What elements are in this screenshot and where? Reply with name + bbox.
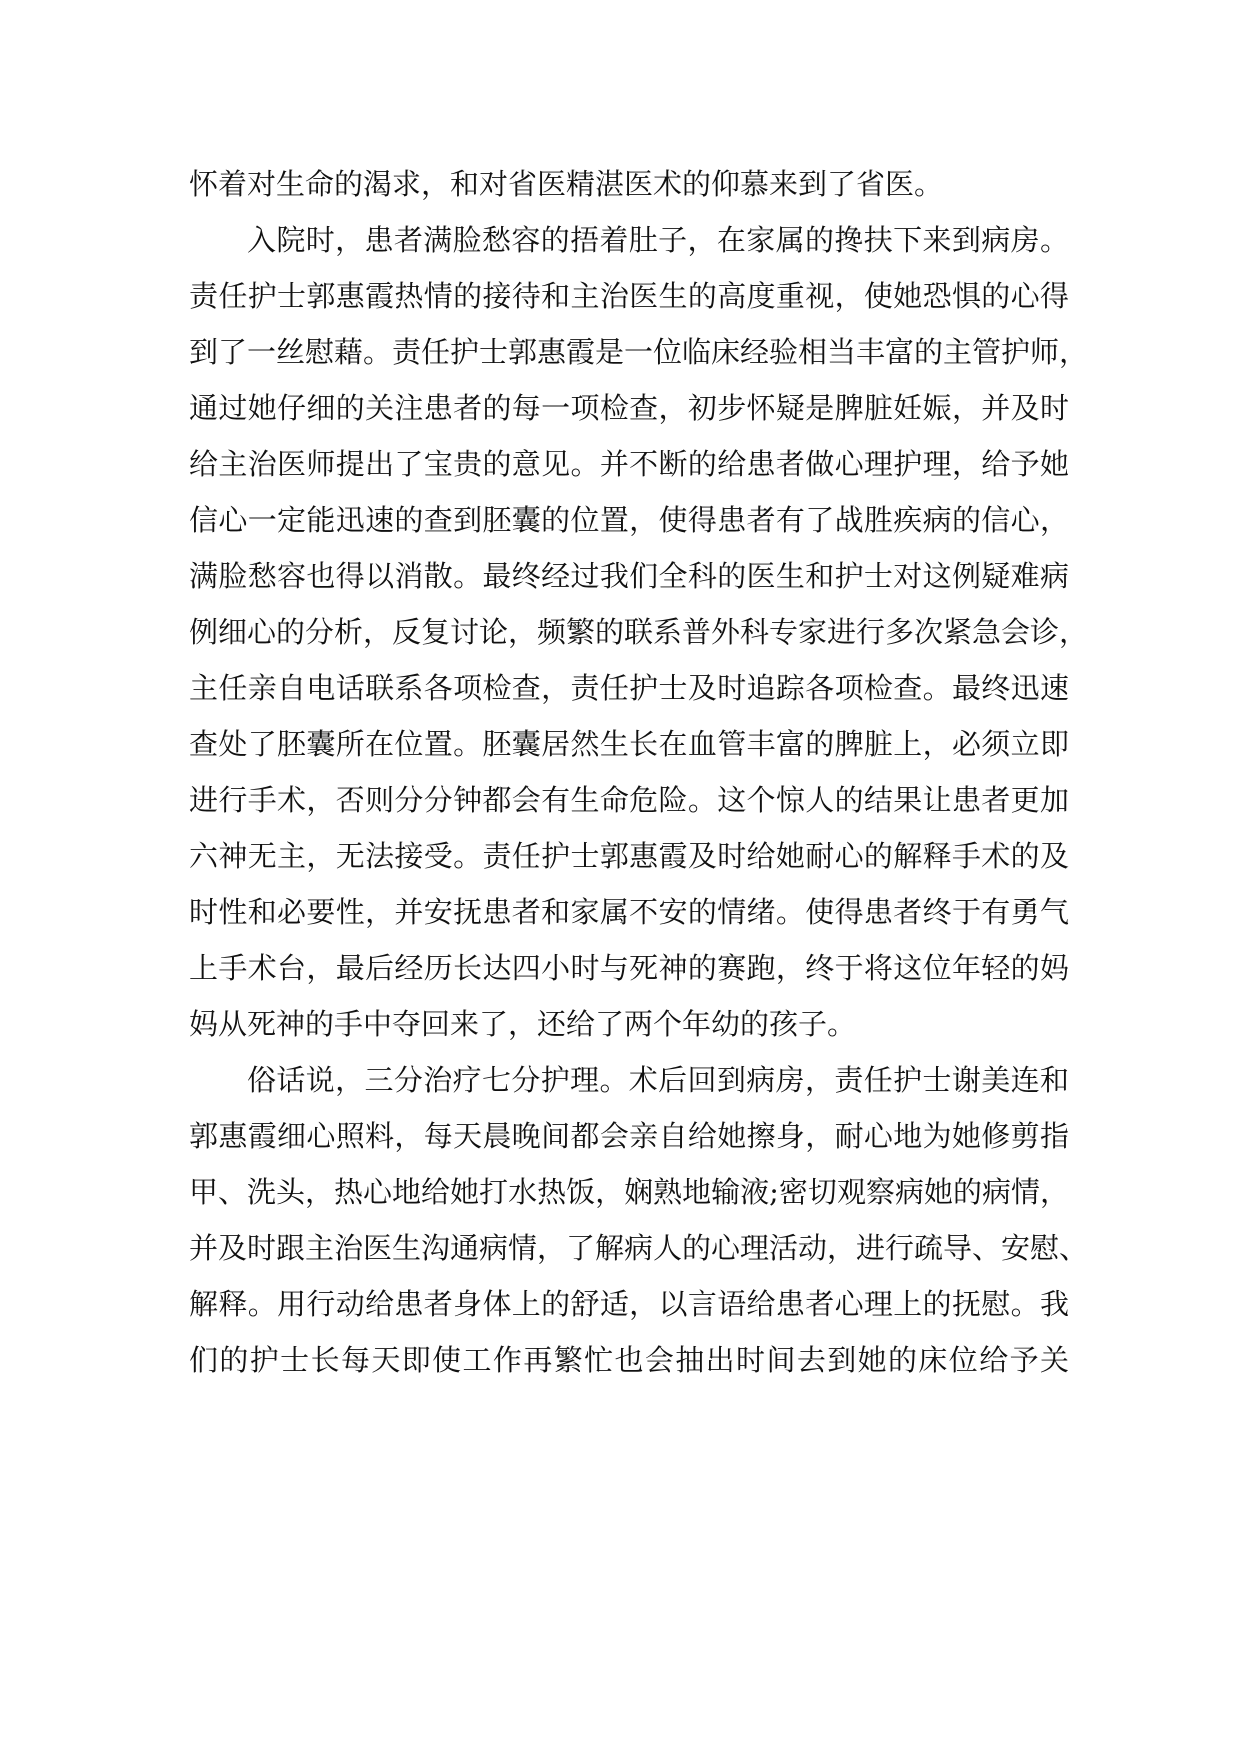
text-line: 例细心的分析，反复讨论，频繁的联系普外科专家进行多次紧急会诊， [189,615,1089,649]
text-line: 六神无主，无法接受。责任护士郭惠霞及时给她耐心的解释手术的及 [189,839,1069,873]
text-line: 解释。用行动给患者身体上的舒适，以言语给患者心理上的抚慰。我 [189,1287,1069,1321]
text-line: 查处了胚囊所在位置。胚囊居然生长在血管丰富的脾脏上，必须立即 [189,727,1069,761]
paragraph-first-line: 入院时，患者满脸愁容的捂着肚子，在家属的搀扶下来到病房。 [247,223,1069,257]
text-line: 郭惠霞细心照料，每天晨晚间都会亲自给她擦身，耐心地为她修剪指 [189,1119,1069,1153]
text-line: 上手术台，最后经历长达四小时与死神的赛跑，终于将这位年轻的妈 [189,951,1069,985]
text-line: 责任护士郭惠霞热情的接待和主治医生的高度重视，使她恐惧的心得 [189,279,1069,313]
text-line: 信心一定能迅速的查到胚囊的位置，使得患者有了战胜疾病的信心， [189,503,1069,537]
body-text [189,156,1089,1388]
text-line: 并及时跟主治医生沟通病情，了解病人的心理活动，进行疏导、安慰、 [189,1231,1089,1265]
text-line: 们的护士长每天即使工作再繁忙也会抽出时间去到她的床位给予关 [189,1343,1069,1377]
text-line: 到了一丝慰藉。责任护士郭惠霞是一位临床经验相当丰富的主管护师， [189,335,1089,369]
text-line: 妈从死神的手中夺回来了，还给了两个年幼的孩子。 [189,1007,857,1041]
text-line: 给主治医师提出了宝贵的意见。并不断的给患者做心理护理，给予她 [189,447,1069,481]
text-line: 甲、洗头，热心地给她打水热饭，娴熟地输液;密切观察病她的病情， [189,1175,1069,1209]
text-line: 主任亲自电话联系各项检查，责任护士及时追踪各项检查。最终迅速 [189,671,1069,705]
text-line: 时性和必要性，并安抚患者和家属不安的情绪。使得患者终于有勇气 [189,895,1069,929]
text-line: 通过她仔细的关注患者的每一项检查，初步怀疑是脾脏妊娠，并及时 [189,391,1069,425]
text-line: 满脸愁容也得以消散。最终经过我们全科的医生和护士对这例疑难病 [189,559,1069,593]
text-line: 进行手术，否则分分钟都会有生命危险。这个惊人的结果让患者更加 [189,783,1069,817]
paragraph-first-line: 俗话说，三分治疗七分护理。术后回到病房，责任护士谢美连和 [247,1063,1069,1097]
text-line: 怀着对生命的渴求，和对省医精湛医术的仰慕来到了省医。 [189,167,944,201]
